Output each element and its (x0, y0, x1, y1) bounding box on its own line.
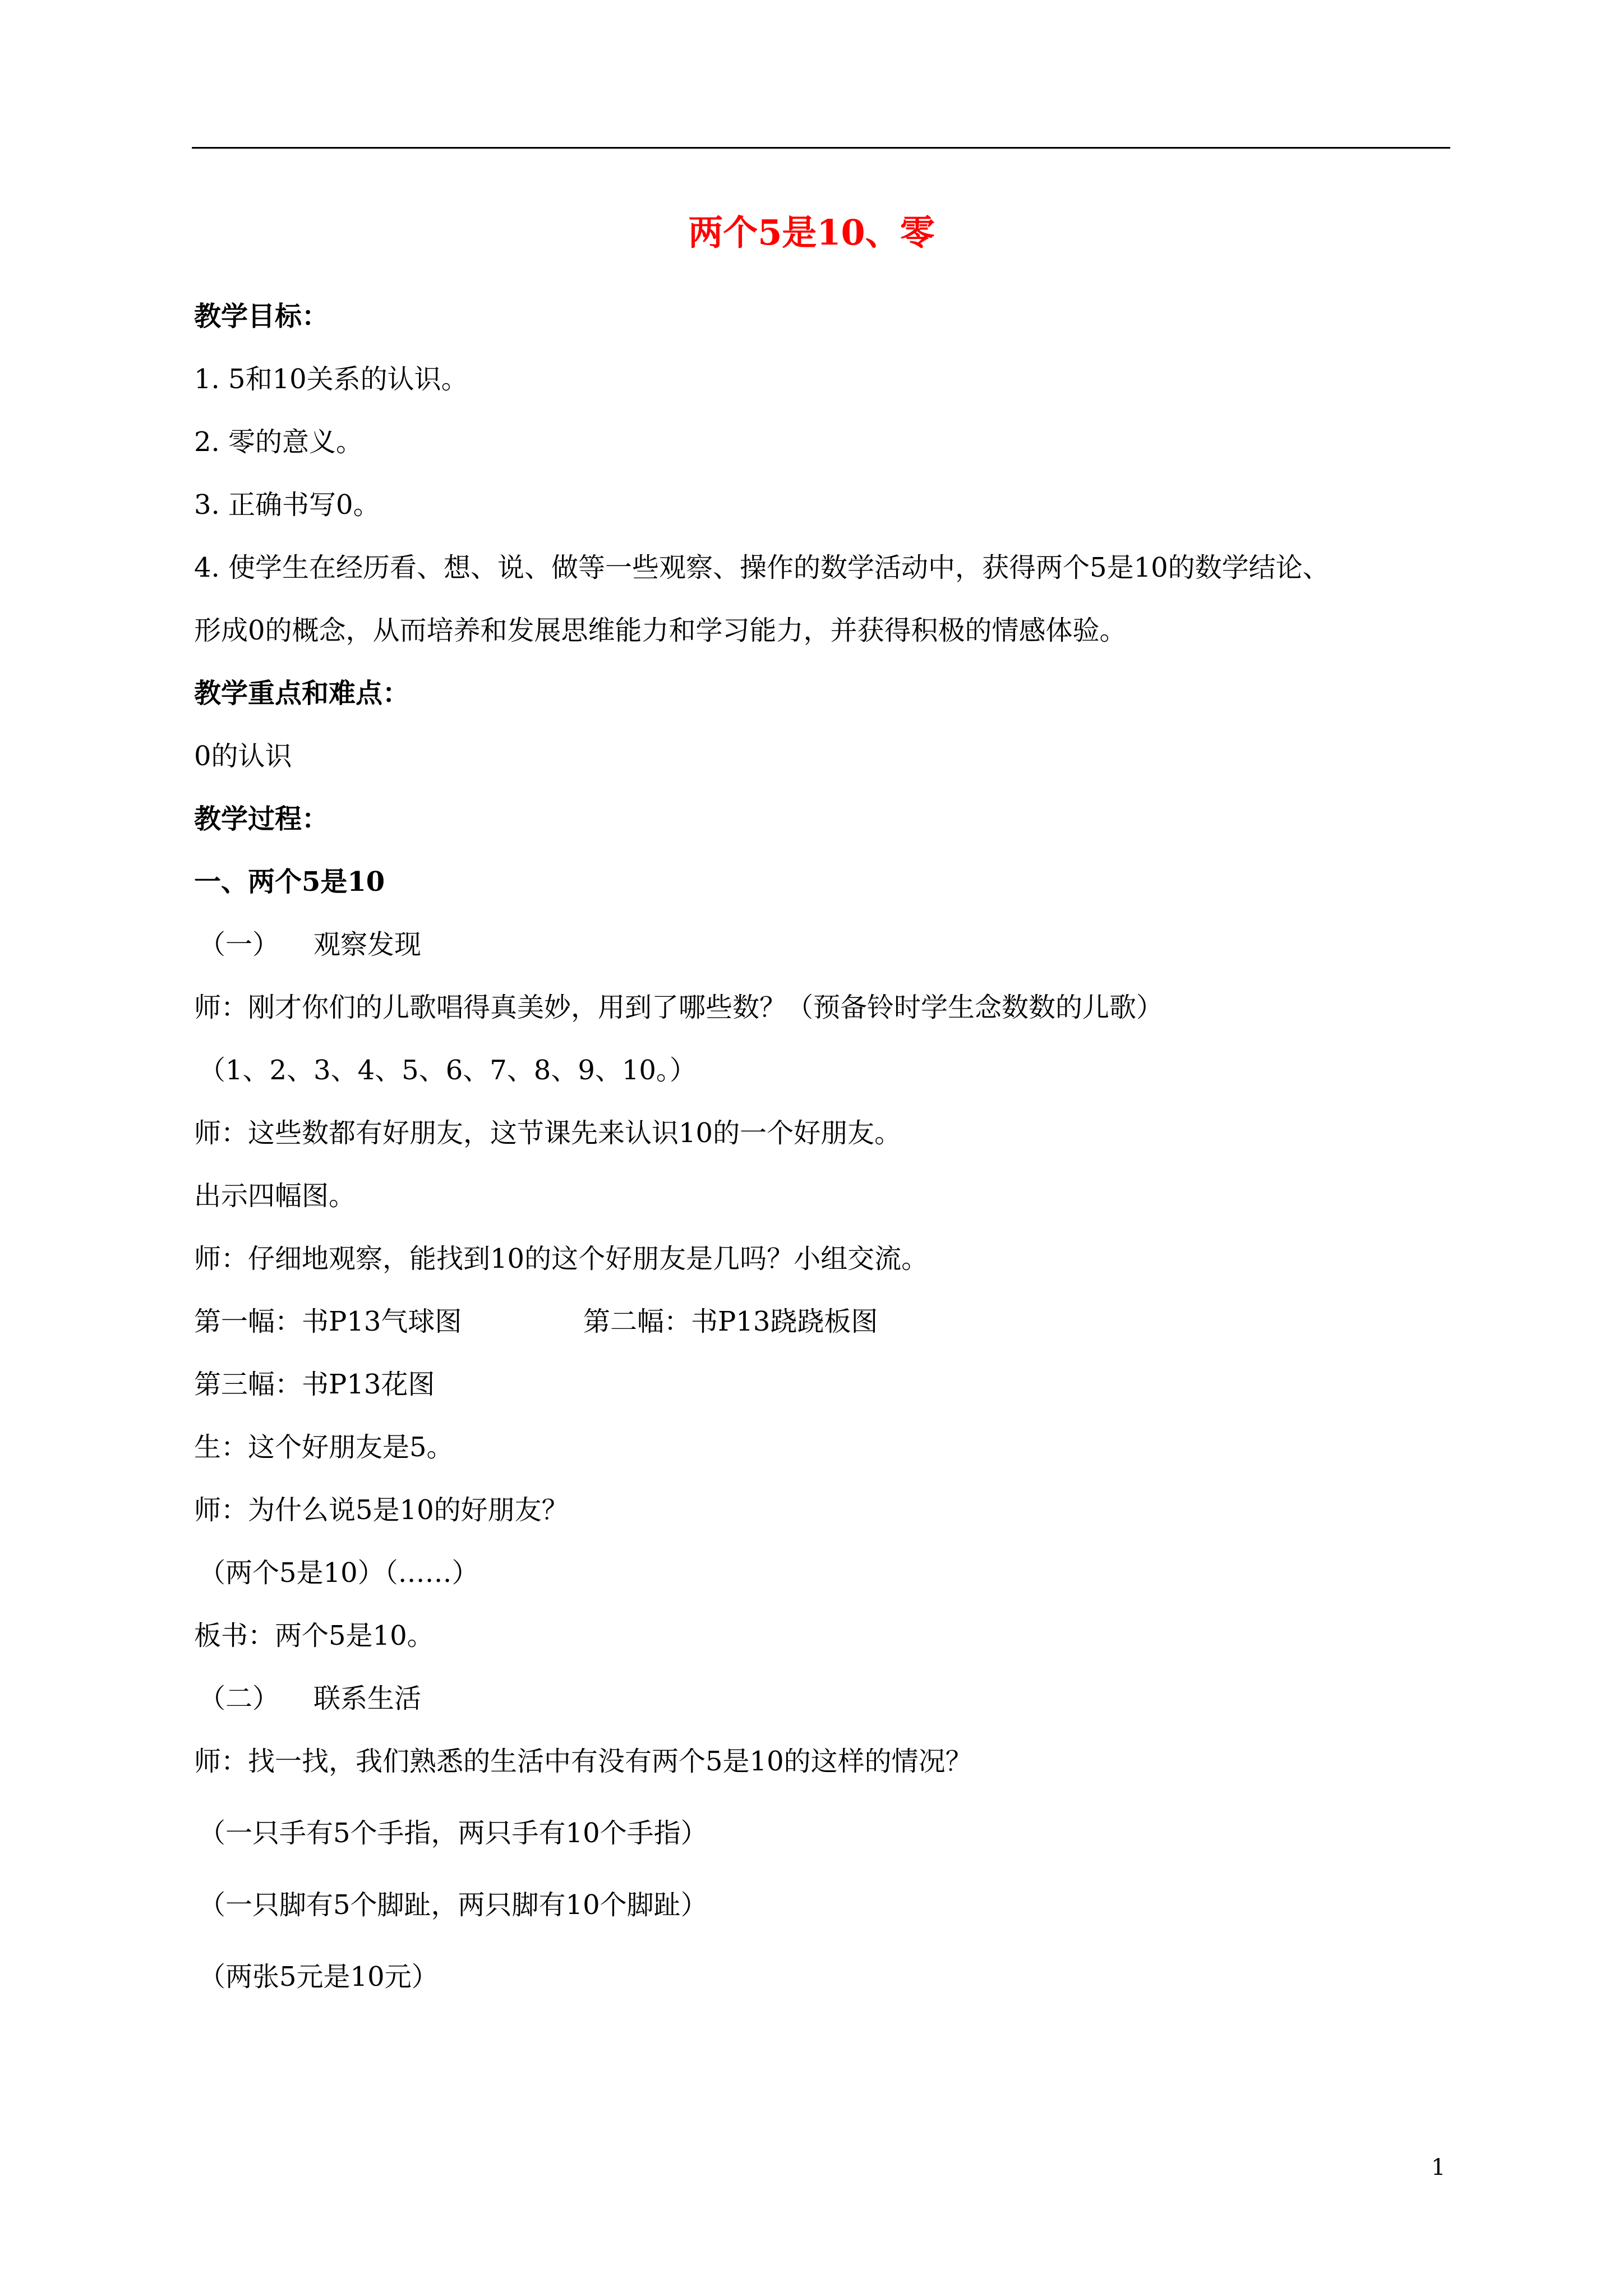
picture-2-label: 第二幅：书P13跷跷板图 (583, 1306, 878, 1337)
header-rule (192, 147, 1450, 149)
paragraph-teacher-3: 师：仔细地观察，能找到10的这个好朋友是几吗？小组交流。 (194, 1243, 929, 1274)
goal-3: 3. 正确书写0。 (194, 489, 380, 521)
subsection-2-heading: （二） 联系生活 (199, 1683, 422, 1714)
paragraph-teacher-4: 师：为什么说5是10的好朋友？ (194, 1494, 569, 1526)
goal-4-line-1: 4. 使学生在经历看、想、说、做等一些观察、操作的数学活动中，获得两个5是10的数学结论、 (194, 552, 1330, 583)
paragraph-show-pictures: 出示四幅图。 (194, 1180, 356, 1212)
key-heading: 教学重点和难点： (194, 678, 410, 709)
picture-3-label: 第三幅：书P13花图 (194, 1369, 435, 1400)
key-text: 0的认识 (194, 740, 292, 772)
paragraph-answer: （两个5是10）（……） (199, 1557, 479, 1589)
goal-4-line-2: 形成0的概念，从而培养和发展思维能力和学习能力，并获得积极的情感体验。 (194, 615, 1127, 646)
paragraph-teacher-2: 师：这些数都有好朋友，这节课先来认识10的一个好朋友。 (194, 1117, 902, 1149)
paragraph-student-1: 生：这个好朋友是5。 (194, 1432, 454, 1463)
goal-2: 2. 零的意义。 (194, 426, 363, 458)
page-number: 1 (1431, 2155, 1446, 2180)
picture-1-label: 第一幅：书P13气球图 (194, 1306, 462, 1337)
paragraph-teacher-5: 师：找一找，我们熟悉的生活中有没有两个5是10的这样的情况？ (194, 1746, 972, 1777)
paragraph-board-writing: 板书：两个5是10。 (194, 1620, 434, 1651)
subsection-1-heading: （一） 观察发现 (199, 929, 422, 960)
process-heading: 教学过程： (194, 803, 329, 835)
paragraph-money: （两张5元是10元） (199, 1961, 439, 1993)
part-one-heading: 一、两个5是10 (194, 866, 385, 898)
paragraph-teacher-1: 师：刚才你们的儿歌唱得真美妙，用到了哪些数？（预备铃时学生念数数的儿歌） (194, 992, 1164, 1023)
paragraph-feet: （一只脚有5个脚趾，两只脚有10个脚趾） (199, 1889, 708, 1921)
goals-heading: 教学目标： (194, 301, 329, 332)
paragraph-numbers: （1、2、3、4、5、6、7、8、9、10。） (199, 1055, 697, 1086)
goal-1: 1. 5和10关系的认识。 (194, 364, 468, 395)
paragraph-hands: （一只手有5个手指，两只手有10个手指） (199, 1818, 708, 1849)
page-title: 两个5是10、零 (688, 212, 935, 253)
